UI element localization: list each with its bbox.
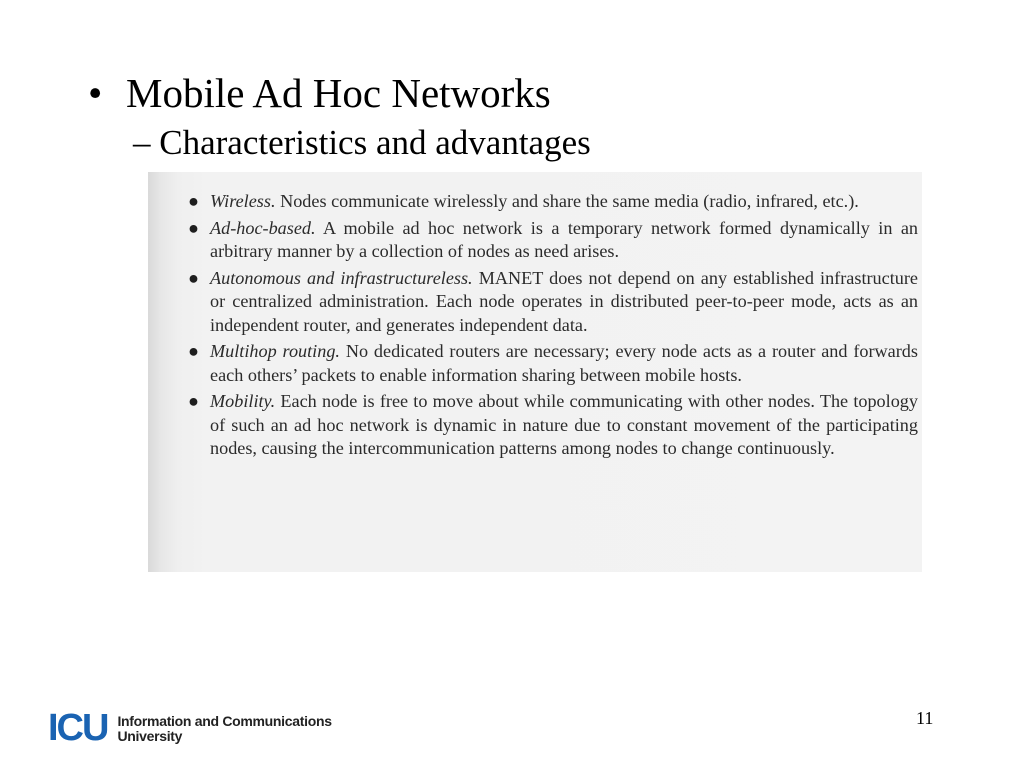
item-text: A mobile ad hoc network is a temporary network formed dynamically in an arbitrary manner by a collection of nodes as need arises.	[210, 217, 918, 261]
item-term: Autonomous and infrastructureless.	[210, 267, 473, 288]
logo-line-1: Information and Communications	[117, 712, 332, 729]
list-item-multihop-routing	[188, 340, 918, 387]
list-item-autonomous	[188, 267, 918, 338]
list-bullet: ●	[188, 341, 199, 361]
item-term: Ad-hoc-based.	[210, 217, 316, 238]
main-bullet	[88, 66, 551, 120]
list-bullet: ●	[188, 191, 199, 211]
logo-wordmark	[117, 714, 331, 744]
item-term: Multihop routing.	[210, 341, 340, 361]
logo-line-2: University	[117, 727, 183, 744]
list-bullet: ●	[188, 391, 199, 411]
list-bullet: ●	[188, 217, 199, 238]
item-text: MANET does not depend on any established infrastructure or centralized administration. Each node operates in distributed peer-to-peer mode, acts as an independent router, and generates independent data.	[210, 267, 918, 335]
item-text: No dedicated routers are necessary; every node acts as a router and forwards each others’ packets to enable information sharing between mobile hosts.	[210, 341, 918, 385]
scanned-text-image	[148, 172, 922, 572]
list-bullet: ●	[188, 267, 199, 288]
list-item-ad-hoc-based	[188, 217, 918, 264]
sub-bullet: – Characteristics and advantages	[133, 123, 591, 162]
page-number: 11	[916, 708, 934, 728]
item-text: Each node is free to move about while communicating with other nodes. The topology of such an ad hoc network is dynamic in nature due to constant movement of the participating nodes, causing the intercommunication patterns among nodes to change continuously.	[210, 391, 918, 458]
list-item-mobility	[188, 390, 918, 461]
characteristics-list	[148, 172, 922, 461]
list-item-wireless	[188, 190, 918, 214]
icu-logo-mark: ICU	[48, 707, 108, 749]
item-text: Nodes communicate wirelessly and share the same media (radio, infrared, etc.).	[275, 191, 859, 211]
item-term: Wireless.	[210, 191, 276, 211]
university-logo	[48, 707, 332, 749]
main-bullet-text: Mobile Ad Hoc Networks	[126, 70, 551, 116]
item-term: Mobility.	[210, 391, 276, 411]
bullet-dot: •	[88, 70, 103, 116]
